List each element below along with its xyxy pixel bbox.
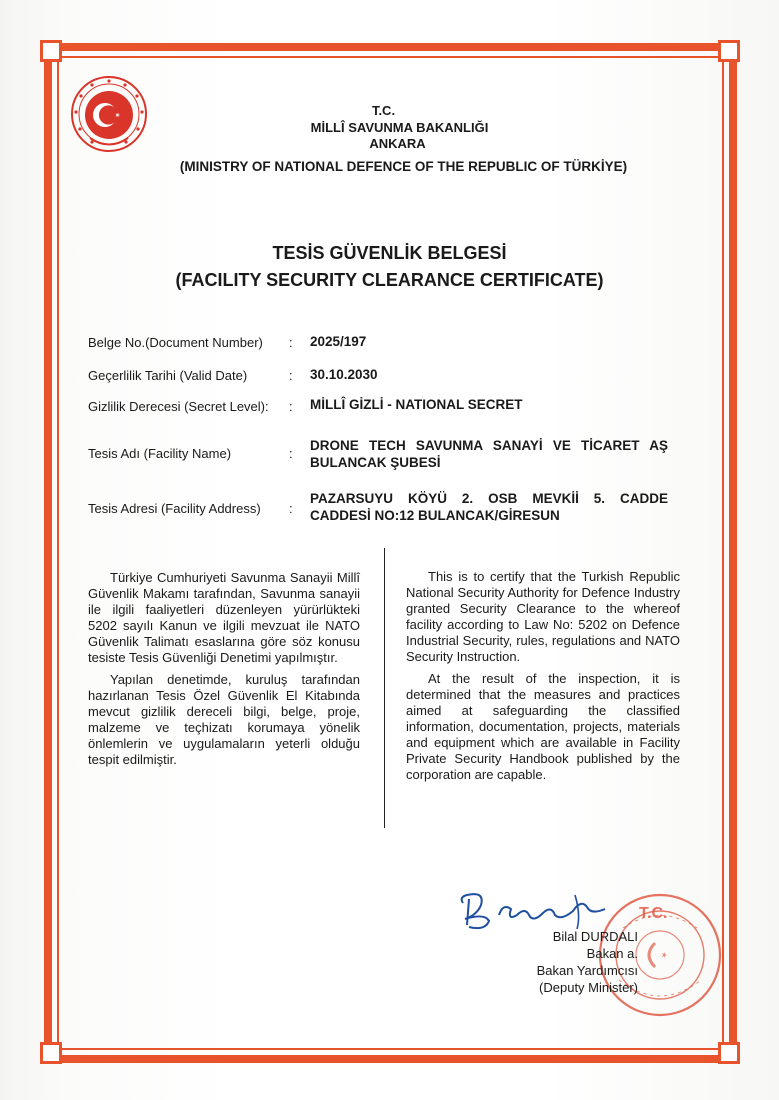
body-english (406, 569, 680, 789)
certificate-title-tr: TESİS GÜVENLİK BELGESİ (272, 243, 507, 263)
facility-name-value (310, 437, 668, 471)
body-turkish-paragraph-1: Türkiye Cumhuriyeti Savunma Sanayii Millî Güvenlik Makamı tarafından, Savunma sanayii ile ilgili faaliyetleri düzenleyen yürürlükteki 5202 sayılı Kanun ve ilgili mevzuat ile NATO Güvenlik Talimatı esaslarına göre söz konusu tesiste Tesis Güvenliği Denetimi yapılmıştır. (88, 570, 360, 665)
colon: : (289, 399, 293, 414)
header-tc: T.C. (371, 103, 396, 118)
border-corner (718, 1042, 740, 1064)
valid-date-value: 30.10.2030 (310, 367, 378, 382)
seal-text: T.C. (639, 905, 668, 922)
facility-address-line1: PAZARSUYU KÖYÜ 2. OSB MEVKİİ 5. CADDE (310, 491, 668, 506)
border-corner (718, 40, 740, 62)
document-number-label: Belge No.(Document Number) (88, 335, 263, 350)
header-ministry-english: (MINISTRY OF NATIONAL DEFENCE OF THE REPUBLIC OF TÜRKİYE) (179, 159, 628, 174)
signatory-block (498, 928, 638, 996)
facility-name-label: Tesis Adı (Facility Name) (88, 446, 232, 461)
facility-address-line2: CADDESİ NO:12 BULANCAK/GİRESUN (310, 508, 560, 523)
signatory-line-2: Bakan a. (586, 946, 638, 961)
signatory-title: Bakan Yardımcısı (536, 963, 638, 978)
header-ministry: MİLLÎ SAVUNMA BAKANLIĞI (310, 120, 489, 135)
column-divider (384, 548, 385, 828)
header-city: ANKARA (369, 136, 426, 151)
colon: : (289, 501, 293, 516)
certificate-title-en: (FACILITY SECURITY CLEARANCE CERTIFICATE) (175, 270, 604, 290)
colon: : (289, 335, 293, 350)
body-english-paragraph-1: This is to certify that the Turkish Republic National Security Authority for Defence Industry granted Security Clearance to the whereof facility according to Law No: 5202 on Defence Industrial Security, rules, regulations and NATO Security Instruction. (406, 569, 680, 664)
border-corner (40, 40, 62, 62)
facility-name-line1: DRONE TECH SAVUNMA SANAYİ VE TİCARET AŞ (310, 438, 668, 453)
document-number-value: 2025/197 (310, 334, 367, 349)
colon: : (289, 446, 293, 461)
facility-name-line2: BULANCAK ŞUBESİ (310, 455, 441, 470)
secret-level-value: MİLLÎ GİZLİ - NATIONAL SECRET (310, 397, 523, 412)
signatory-title-english: (Deputy Minister) (539, 980, 638, 995)
body-turkish-paragraph-2: Yapılan denetimde, kuruluş tarafından hazırlanan Tesis Özel Güvenlik El Kitabında mevcut gizlilik dereceli bilgi, belge, proje, malzeme ve teçhizatı korumaya yönelik önlemlerin ve uygulamaların yeterli olduğu tespit edilmiştir. (88, 672, 360, 767)
signatory-name: Bilal DURDALI (552, 929, 638, 944)
body-turkish (88, 570, 360, 774)
border-corner (40, 1042, 62, 1064)
body-english-paragraph-2: At the result of the inspection, it is determined that the measures and practices aimed at safeguarding the classified information, documentation, projects, materials and equipment which are available in Facility Private Security Handbook published by the corporation are capable. (406, 671, 680, 782)
colon: : (289, 368, 293, 383)
facility-address-label: Tesis Adresi (Facility Address) (88, 501, 261, 516)
valid-date-label: Geçerlilik Tarihi (Valid Date) (88, 368, 248, 383)
facility-address-value (310, 490, 668, 524)
secret-level-label: Gizlilik Derecesi (Secret Level): (88, 399, 269, 414)
